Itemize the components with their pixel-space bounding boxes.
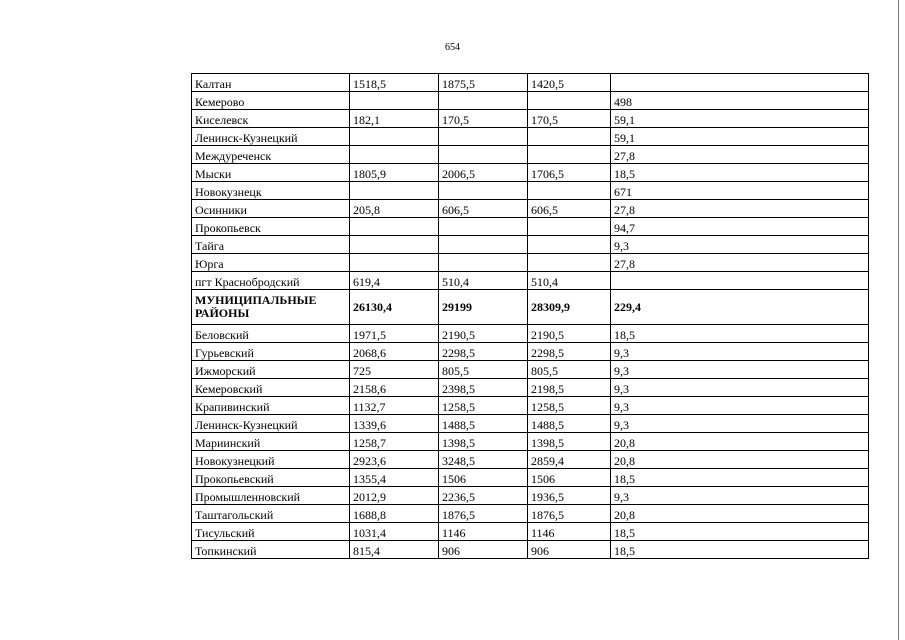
value-cell-v3: 1398,5 [528,433,611,451]
value-cell-v4: 498 [611,92,869,110]
row-name-cell: Междуреченск [192,146,350,164]
table-row [192,343,869,361]
value-cell-v3: 606,5 [528,200,611,218]
value-cell-v2: 1875,5 [439,74,528,92]
value-cell-v4: 9,3 [611,397,869,415]
table-row [192,451,869,469]
table-row [192,523,869,541]
value-cell-v1: 2068,6 [350,343,439,361]
row-name-cell: Киселевск [192,110,350,128]
value-cell-v4: 27,8 [611,254,869,272]
value-cell-v4: 18,5 [611,541,869,559]
value-cell-v4: 20,8 [611,505,869,523]
value-cell-v1 [350,128,439,146]
value-cell-v3 [528,128,611,146]
table-row [192,236,869,254]
row-name-cell: Новокузнецкий [192,451,350,469]
value-cell-v3: 1258,5 [528,397,611,415]
value-cell-v4: 59,1 [611,110,869,128]
value-cell-v4: 9,3 [611,361,869,379]
value-cell-v2: 2236,5 [439,487,528,505]
value-cell-v3: 906 [528,541,611,559]
value-cell-v2: 1258,5 [439,397,528,415]
value-cell-v2: 1146 [439,523,528,541]
value-cell-v3: 28309,9 [528,290,611,325]
row-name-cell: Калтан [192,74,350,92]
value-cell-v2: 170,5 [439,110,528,128]
table-row [192,218,869,236]
table-row [192,433,869,451]
table-row [192,290,869,325]
table-row [192,379,869,397]
row-name-cell: Промышленновский [192,487,350,505]
row-name-cell: Прокопьевский [192,469,350,487]
value-cell-v3 [528,236,611,254]
value-cell-v4 [611,74,869,92]
value-cell-v2 [439,92,528,110]
row-name-cell: Мариинский [192,433,350,451]
value-cell-v1: 1971,5 [350,325,439,343]
row-name-cell: Кемеровский [192,379,350,397]
value-cell-v3: 510,4 [528,272,611,290]
value-cell-v3: 2190,5 [528,325,611,343]
value-cell-v1: 725 [350,361,439,379]
row-name-cell: Ленинск-Кузнецкий [192,128,350,146]
value-cell-v2: 1398,5 [439,433,528,451]
value-cell-v2 [439,236,528,254]
value-cell-v1: 1355,4 [350,469,439,487]
value-cell-v2: 510,4 [439,272,528,290]
row-name-cell: Тайга [192,236,350,254]
value-cell-v2 [439,218,528,236]
row-name-cell: Ленинск-Кузнецкий [192,415,350,433]
table-row [192,110,869,128]
table-row [192,505,869,523]
row-name-cell: Мыски [192,164,350,182]
value-cell-v1: 2923,6 [350,451,439,469]
value-cell-v4: 20,8 [611,451,869,469]
value-cell-v2 [439,254,528,272]
value-cell-v4: 27,8 [611,146,869,164]
value-cell-v1: 1688,8 [350,505,439,523]
row-name-cell: Беловский [192,325,350,343]
value-cell-v2: 2398,5 [439,379,528,397]
value-cell-v4: 18,5 [611,325,869,343]
value-cell-v1: 1132,7 [350,397,439,415]
value-cell-v4: 59,1 [611,128,869,146]
value-cell-v4: 18,5 [611,164,869,182]
value-cell-v2: 2190,5 [439,325,528,343]
value-cell-v4: 9,3 [611,415,869,433]
value-cell-v4 [611,272,869,290]
value-cell-v1: 26130,4 [350,290,439,325]
row-name-cell: Кемерово [192,92,350,110]
value-cell-v1: 1805,9 [350,164,439,182]
table-row [192,200,869,218]
value-cell-v2: 2006,5 [439,164,528,182]
value-cell-v1 [350,92,439,110]
table-row [192,325,869,343]
value-cell-v3: 2859,4 [528,451,611,469]
scan-edge-line [898,0,899,640]
value-cell-v3: 1506 [528,469,611,487]
row-name-cell: Крапивинский [192,397,350,415]
value-cell-v4: 18,5 [611,469,869,487]
value-cell-v2: 1488,5 [439,415,528,433]
value-cell-v1 [350,146,439,164]
value-cell-v2: 906 [439,541,528,559]
table-row [192,92,869,110]
value-cell-v1 [350,236,439,254]
value-cell-v2: 29199 [439,290,528,325]
value-cell-v1: 2158,6 [350,379,439,397]
value-cell-v2: 1506 [439,469,528,487]
value-cell-v1: 1518,5 [350,74,439,92]
value-cell-v1: 815,4 [350,541,439,559]
value-cell-v4: 671 [611,182,869,200]
table-row [192,397,869,415]
value-cell-v4: 9,3 [611,343,869,361]
page-number: 654 [445,42,460,53]
row-name-cell: пгт Краснобродский [192,272,350,290]
row-name-cell: Гурьевский [192,343,350,361]
row-name-cell: Тисульский [192,523,350,541]
table-body [192,74,869,559]
value-cell-v4: 94,7 [611,218,869,236]
table-row [192,182,869,200]
row-name-cell: Осинники [192,200,350,218]
table-row [192,469,869,487]
value-cell-v1: 1339,6 [350,415,439,433]
value-cell-v1: 1031,4 [350,523,439,541]
value-cell-v4: 9,3 [611,236,869,254]
row-name-cell: Новокузнецк [192,182,350,200]
value-cell-v4: 18,5 [611,523,869,541]
value-cell-v3: 1876,5 [528,505,611,523]
value-cell-v1 [350,218,439,236]
value-cell-v4: 9,3 [611,379,869,397]
row-name-cell: Юрга [192,254,350,272]
value-cell-v2 [439,182,528,200]
table-row [192,487,869,505]
table-row [192,541,869,559]
value-cell-v2 [439,146,528,164]
value-cell-v3 [528,92,611,110]
value-cell-v3 [528,218,611,236]
value-cell-v3 [528,254,611,272]
value-cell-v2: 3248,5 [439,451,528,469]
row-name-cell: Ижморский [192,361,350,379]
table-row [192,146,869,164]
table-row [192,128,869,146]
value-cell-v1 [350,254,439,272]
table-row [192,361,869,379]
value-cell-v1: 2012,9 [350,487,439,505]
data-table [191,73,869,559]
value-cell-v4: 9,3 [611,487,869,505]
value-cell-v2: 606,5 [439,200,528,218]
value-cell-v1: 205,8 [350,200,439,218]
value-cell-v2 [439,128,528,146]
value-cell-v4: 229,4 [611,290,869,325]
row-name-cell: Прокопьевск [192,218,350,236]
value-cell-v4: 27,8 [611,200,869,218]
value-cell-v3: 170,5 [528,110,611,128]
value-cell-v1: 1258,7 [350,433,439,451]
value-cell-v1: 182,1 [350,110,439,128]
table-row [192,272,869,290]
value-cell-v4: 20,8 [611,433,869,451]
value-cell-v3: 1146 [528,523,611,541]
value-cell-v3: 1420,5 [528,74,611,92]
value-cell-v3: 1936,5 [528,487,611,505]
table-row [192,74,869,92]
value-cell-v2: 1876,5 [439,505,528,523]
value-cell-v3: 2298,5 [528,343,611,361]
row-name-cell: Топкинский [192,541,350,559]
value-cell-v3: 1488,5 [528,415,611,433]
value-cell-v2: 805,5 [439,361,528,379]
value-cell-v1 [350,182,439,200]
table-row [192,254,869,272]
value-cell-v2: 2298,5 [439,343,528,361]
value-cell-v3: 2198,5 [528,379,611,397]
table-row [192,415,869,433]
value-cell-v3 [528,182,611,200]
value-cell-v3 [528,146,611,164]
value-cell-v1: 619,4 [350,272,439,290]
row-name-cell: МУНИЦИПАЛЬНЫЕ РАЙОНЫ [192,290,350,325]
table-row [192,164,869,182]
value-cell-v3: 805,5 [528,361,611,379]
row-name-cell: Таштагольский [192,505,350,523]
value-cell-v3: 1706,5 [528,164,611,182]
